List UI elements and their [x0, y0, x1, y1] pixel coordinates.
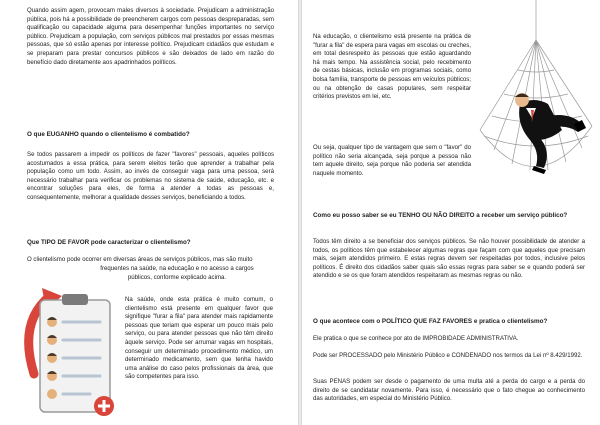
businessman-in-net-illustration — [478, 0, 594, 205]
paragraph-prosecuted: Pode ser PROCESSADO pelo Ministério Público e CONDENADO nos termos da Lei nº 8.429/1992. — [313, 352, 583, 359]
paragraph-in-other-words: Ou seja, qualquer tipo de vantagem que sem o "favor" do político não seria alcançada, seja porque a pessoa não tem aquele direito, seja porque não poderia ser atendida naquele momento. — [313, 144, 471, 177]
paragraph-what-i-gain: Se todos passarem a impedir os políticos de fazer "favores" pessoais, aqueles políticos acostumados a essa prática, para serem eleitos terão que aprender a trabalhar pela população como um todo. Assim, ao invés de conseguir vaga para uma pessoa, será necessário trabalhar para verificar os problemas no sistema de saúde, educação, etc. e encontrar soluções para eles, de forma a atender a todas as pessoas e, consequentemente, melhorar a qualidade desses serviços, beneficiando a todos. — [27, 151, 274, 201]
paragraph-health: Na saúde, onde esta prática é muito comum, o clientelismo está presente em qualquer favor que signifique "furar a fila" para atender mais rapidamente pessoas que teriam que esperar um pouco mais pelo serviço, ou para atender pessoas que não têm direito àquele serviço. Pode ser arrumar vagas em hospitais, conseguir um determinado procedimento médico, um determinado medicamento, sem que tenha havido uma análise do caso pelos profissionais da área, que são competentes para isso. — [125, 296, 273, 381]
left-page — [0, 0, 298, 425]
clipboard-checklist-icon — [20, 282, 126, 422]
intro-paragraph: Quando assim agem, provocam males diversos à sociedade. Prejudicam a administração pública, pois há a possibilidade de preencherem cargos com pessoas despreparadas, sem qualificação ou capacidade alguma para desempenhar funções importantes no serviço público. Prejudicam a população, com serviços públicos mal prestados por essas mesmas pessoas, que só estão apenas por interesse político. Prejudicam cidadãos que estudam e se preparam para prestar concursos públicos e são deixados de lado em razão do benefício dado diretamente aos apadrinhados políticos. — [27, 7, 274, 66]
heading-type-of-favor: Que TIPO DE FAVOR pode caracterizar o clientelismo? — [27, 239, 191, 246]
paragraph-everyone-has-right: Todos têm direito a se beneficiar dos serviços públicos. Se não houver possibilidade de atender a todos, os políticos têm que estabelecer algumas regras que façam com que aqueles que precisam mais, sejam atendidos primeiro. E estas regras devem ser respeitadas por todos, inclusive pelos políticos. É direito dos cidadãos saber quais são essas regras para saber se e quando poderá ser atendido e se os que foram atendidos respeitaram as mesmas regras ou não. — [313, 238, 585, 280]
heading-how-to-know-right: Como eu posso saber se eu TENHO OU NÃO DIREITO a receber um serviço público? — [313, 212, 568, 219]
paragraph-areas-line2: frequentes na saúde, na educação e no acesso a cargos — [100, 265, 254, 272]
paragraph-improbity: Ele pratica o que se conhece por ato de IMPROBIDADE ADMINISTRATIVA. — [313, 335, 519, 342]
paragraph-penalties: Suas PENAS podem ser desde o pagamento de uma multa até a perda do cargo e a perda do direito de se candidatar novamente. Para isso, é necessário que o fato chegue ao conhecimento das autoridades, em especial do Ministério Público. — [313, 378, 585, 403]
paragraph-areas-line1: O clientelismo pode ocorrer em diversas áreas de serviços públicos, mas são muito — [27, 256, 253, 263]
heading-what-happens-politician: O que acontece com o POLÍTICO QUE FAZ FAVORES e pratica o clientelismo? — [313, 318, 548, 325]
paragraph-education: Na educação, o clientelismo está presente na prática de "furar a fila" de espera para vagas em escolas ou creches, em total desrespeito às pessoas que estão aguardando há mais tempo. Na assistência social, pelo recebimento de cestas básicas, inclusão em programas sociais, como bolsa família, transporte de pessoas em veículos públicos; ou na obtenção de casas populares, sem respeitar critérios previstos em lei, etc. — [313, 33, 471, 101]
right-page — [302, 0, 600, 425]
heading-what-i-gain: O que EUGANHO quando o clientelismo é combatido? — [27, 131, 190, 138]
paragraph-areas-line3: públicos, conforme explicado acima. — [127, 274, 227, 281]
